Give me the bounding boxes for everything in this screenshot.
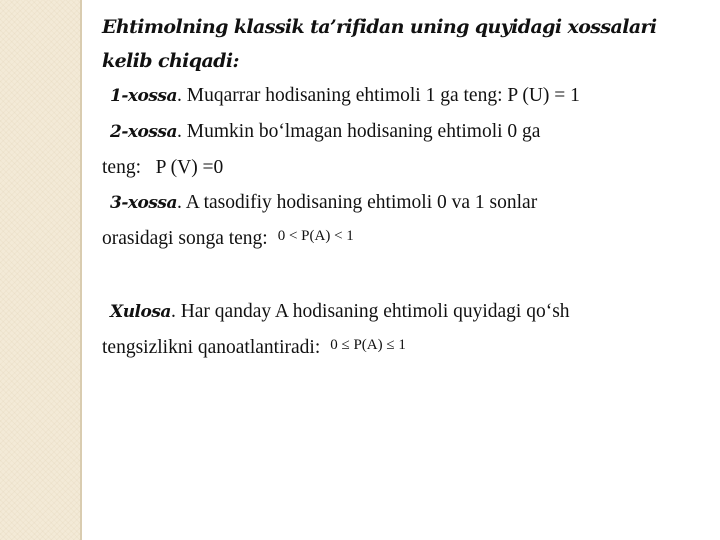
property-3-formula: 0 < P(A) < 1 bbox=[277, 228, 354, 244]
property-2-label: 2-xossa bbox=[110, 122, 178, 142]
spacer bbox=[102, 258, 702, 294]
property-3-label: 3-xossa bbox=[110, 193, 178, 213]
conclusion-text: . Har qanday A hodisaning ehtimoli quyidagi qo‘sh bbox=[170, 301, 570, 322]
slide-content bbox=[102, 10, 702, 367]
conclusion bbox=[102, 294, 702, 330]
slide-title: Ehtimolning klassik ta’rifidan uning quyidagi xossalari kelib chiqadi: bbox=[102, 16, 657, 72]
conclusion-text2: tengsizlikni qanoatlantiradi: bbox=[102, 337, 321, 358]
decorative-side-line bbox=[80, 0, 82, 540]
property-1-text: . Muqarrar hodisaning ehtimoli 1 ga teng: P (U) = 1 bbox=[177, 85, 580, 106]
property-3-continuation bbox=[102, 221, 702, 258]
decorative-side-band bbox=[0, 0, 80, 540]
property-2 bbox=[102, 114, 702, 150]
property-2-text: . Mumkin bo‘lmagan hodisaning ehtimoli 0 ga bbox=[177, 121, 541, 142]
property-3 bbox=[102, 185, 702, 221]
property-3-text2: orasidagi songa teng: bbox=[102, 228, 268, 249]
property-3-text: . A tasodifiy hodisaning ehtimoli 0 va 1 sonlar bbox=[177, 192, 538, 213]
conclusion-continuation bbox=[102, 330, 702, 367]
property-1-label: 1-xossa bbox=[110, 86, 178, 106]
conclusion-formula: 0 ≤ P(A) ≤ 1 bbox=[330, 337, 406, 353]
property-2-continuation: teng: P (V) =0 bbox=[102, 157, 224, 178]
conclusion-label: Xulosa bbox=[110, 302, 171, 322]
property-1 bbox=[102, 78, 702, 114]
